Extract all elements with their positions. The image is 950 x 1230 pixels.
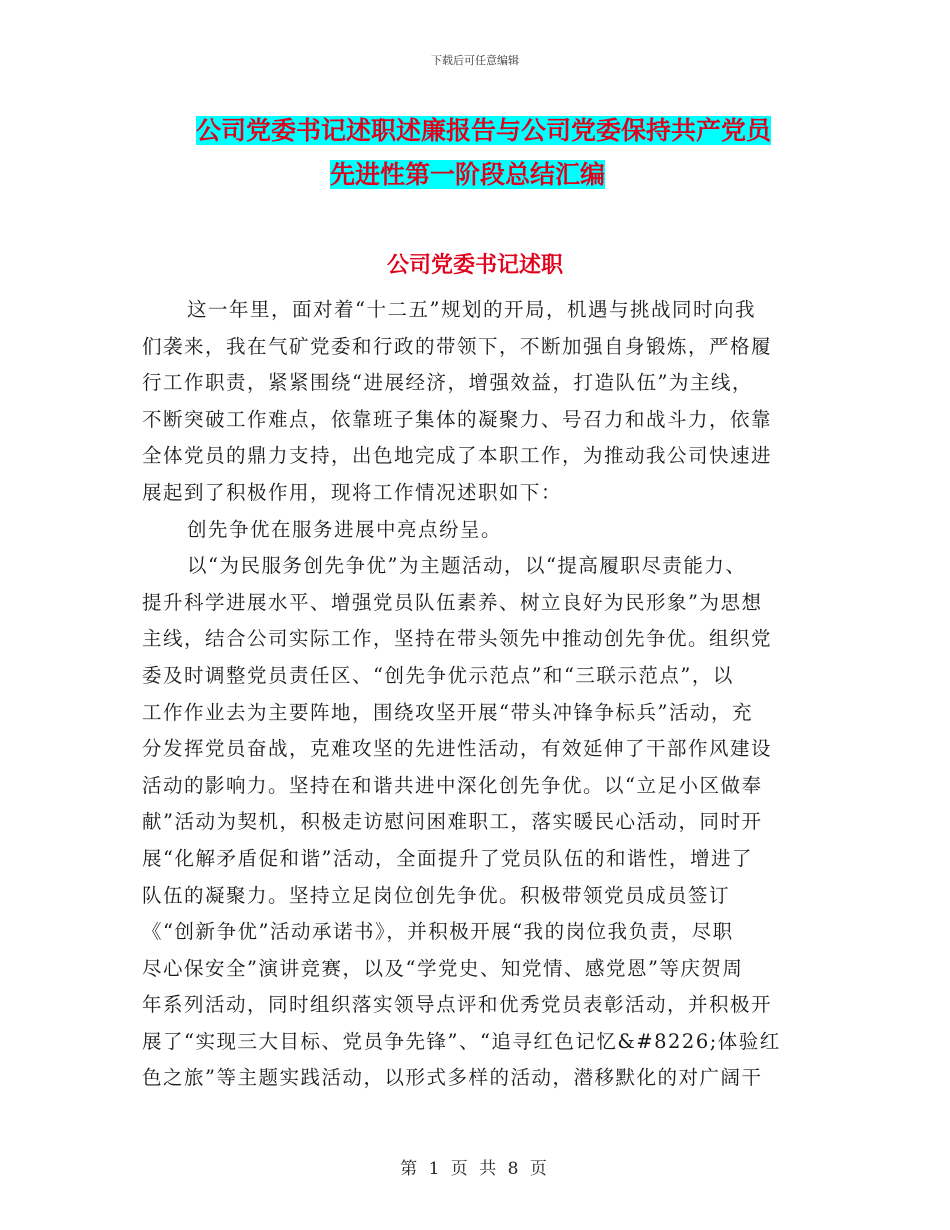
body-line: 展了“实现三大目标、党员争先锋”、“追寻红色记忆&#8226;体验红 [142,1029,781,1053]
body-line: 以“为民服务创先争优”为主题活动，以“提高履职尽责能力、 [187,554,747,578]
body-line: 委及时调整党员责任区、“创先争优示范点”和“三联示范点”，以 [142,663,734,687]
body-line: 展“化解矛盾促和谐”活动，全面提升了党员队伍的和谐性，增进了 [142,846,753,870]
page-footer: 第 1 页 共 8 页 [400,1159,550,1179]
body-line: 尽心保安全”演讲竞赛，以及“学党史、知党情、感党恩”等庆贺周 [142,956,744,980]
body-line: 全体党员的鼎力支持，出色地完成了本职工作，为推动我公司快速进 [142,444,773,468]
body-line: 这一年里，面对着“十二五”规划的开局，机遇与挑战同时向我 [187,298,756,321]
body-line: 《“创新争优”活动承诺书》，并积极开展“我的岗位我负责，尽职 [142,920,734,944]
header-note: 下载后可任意编辑 [431,54,519,67]
body-line: 行工作职责，紧紧围绕“进展经济，增强效益，打造队伍”为主线， [142,371,753,395]
document-title-line-2 [330,156,950,194]
document-title-line-1 [196,112,816,150]
title-text-1: 公司党委书记述职述廉报告与公司党委保持共产党员 [196,116,772,145]
body-line: 主线，结合公司实际工作，坚持在带头领先中推动创先争优。组织党 [142,627,773,651]
body-line: 工作作业去为主要阵地，围绕攻坚开展“带头冲锋争标兵”活动，充 [142,700,753,724]
body-line: 们袭来，我在气矿党委和行政的带领下，不断加强自身锻炼，严格履 [142,334,773,358]
body-line: 色之旅”等主题实践活动，以形式多样的活动，潜移默化的对广阔干 [142,1066,763,1090]
body-line: 活动的影响力。坚持在和谐共进中深化创先争优。以“立足小区做奉 [142,773,763,797]
body-line: 展起到了积极作用，现将工作情况述职如下： [142,480,563,504]
title-text-2: 先进性第一阶段总结汇编 [330,160,606,189]
body-text [142,292,802,1097]
body-line: 提升科学进展水平、增强党员队伍素养、树立良好为民形象”为思想 [142,590,763,614]
body-line: 献”活动为契机，积极走访慰问困难职工，落实暖民心活动，同时开 [142,810,763,834]
body-line: 队伍的凝聚力。坚持立足岗位创先争优。积极带领党员成员签订 [142,883,731,907]
body-line: 不断突破工作难点，依靠班子集体的凝聚力、号召力和战斗力，依靠 [142,407,773,431]
body-line: 年系列活动，同时组织落实领导点评和优秀党员表彰活动，并积极开 [142,993,773,1017]
body-line: 创先争优在服务进展中亮点纷呈。 [187,517,503,541]
section-heading: 公司党委书记述职 [386,253,563,278]
body-line: 分发挥党员奋战，克难攻坚的先进性活动，有效延伸了干部作风建设 [142,737,773,761]
